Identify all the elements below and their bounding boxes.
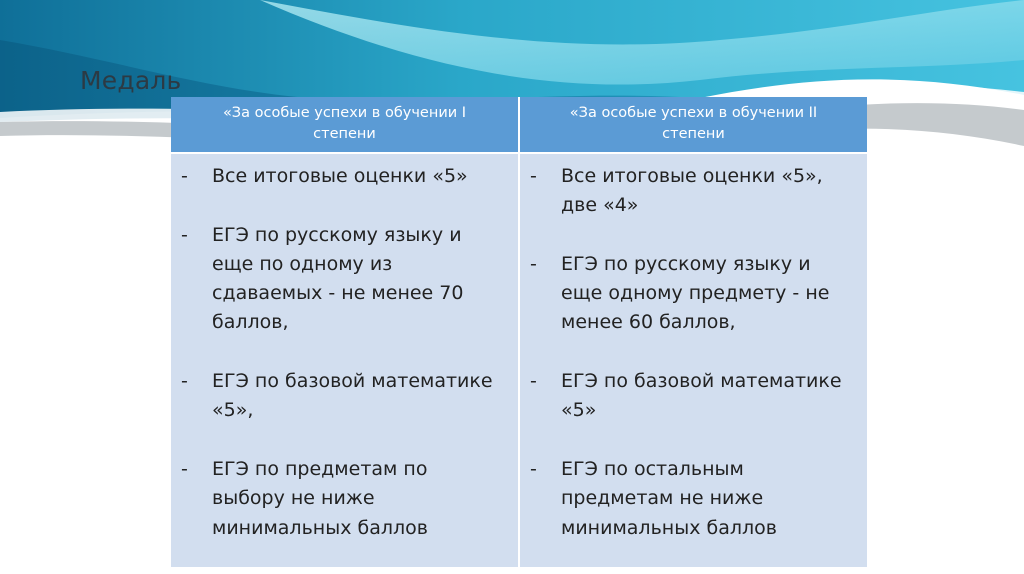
column-header-second-degree: «За особые успехи в обучении II степени <box>520 97 867 152</box>
bullet-dash: - <box>181 457 188 480</box>
bullet-dash: - <box>530 252 537 275</box>
list-item-text: ЕГЭ по базовой математике «5» <box>561 370 842 422</box>
list-item-text: ЕГЭ по русскому языку и еще по одному из сдаваемых - не менее 70 баллов, <box>212 223 464 334</box>
list-item <box>171 367 518 426</box>
medal-requirements-table <box>171 97 867 567</box>
list-item-text: ЕГЭ по предметам по выбору не ниже минимальных баллов <box>212 457 428 539</box>
list-item <box>520 162 867 221</box>
bullet-dash: - <box>181 165 188 187</box>
list-item <box>520 455 867 543</box>
list-item <box>171 162 518 191</box>
list-item <box>520 367 867 426</box>
bullet-dash: - <box>530 165 537 187</box>
list-item-text: ЕГЭ по русскому языку и еще одному предмету - не менее 60 баллов, <box>561 252 830 334</box>
column-header-first-degree: «За особые успехи в обучении I степени <box>171 97 518 152</box>
slide-title: Медаль <box>80 66 182 95</box>
list-item-text: Все итоговые оценки «5», две «4» <box>561 165 823 217</box>
bullet-dash: - <box>530 370 537 393</box>
column-second-degree <box>520 154 867 567</box>
list-item-text: ЕГЭ по базовой математике «5», <box>212 370 493 422</box>
list-item <box>520 250 867 338</box>
bullet-dash: - <box>181 370 188 393</box>
list-item-text: Все итоговые оценки «5» <box>212 165 468 187</box>
column-first-degree <box>171 154 518 567</box>
bullet-dash: - <box>181 223 188 246</box>
list-item-text: ЕГЭ по остальным предметам не ниже минимальных баллов <box>561 457 777 539</box>
bullet-dash: - <box>530 457 537 480</box>
list-item <box>171 455 518 543</box>
list-item <box>171 221 518 338</box>
